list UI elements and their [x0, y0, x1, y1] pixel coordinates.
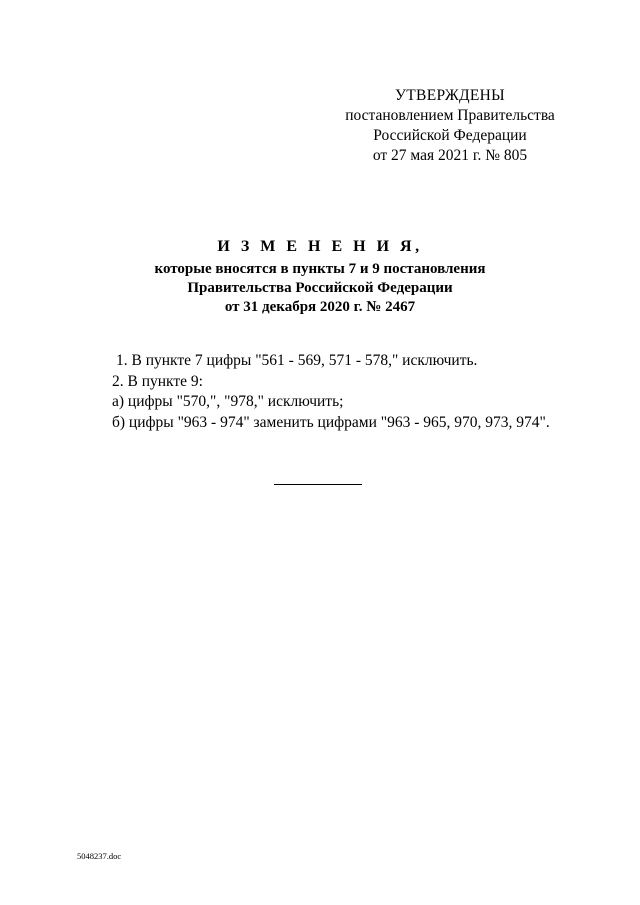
approval-line-2: Российской Федерации [373, 127, 527, 144]
body-paragraph-1: 1. В пункте 7 цифры "561 - 569, 571 - 578," исключить. [116, 352, 478, 369]
approval-line-1: постановлением Правительства [345, 107, 555, 124]
body-paragraph-2: 2. В пункте 9: [112, 372, 203, 390]
title-heading: И З М Е Н Е Н И Я, [217, 238, 423, 255]
body-paragraph-4: б) цифры "963 - 974" заменить цифрами "963 - 965, 970, 973, 974". [112, 413, 550, 431]
approved-stamp: УТВЕРЖДЕНЫ [395, 87, 505, 104]
end-divider [274, 484, 362, 485]
approval-line-3: от 27 мая 2021 г. № 805 [372, 147, 528, 164]
body-paragraph-3: а) цифры "570,", "978," исключить; [112, 393, 344, 410]
document-file-code: 5048237.doc [77, 851, 122, 861]
title-subline-1: которые вносятся в пункты 7 и 9 постановления [154, 261, 486, 277]
document-body [112, 351, 592, 433]
approval-block [330, 86, 570, 166]
title-subline-3: от 31 декабря 2020 г. № 2467 [224, 299, 416, 315]
document-title [0, 236, 640, 317]
title-subline-2: Правительства Российской Федерации [187, 280, 453, 296]
